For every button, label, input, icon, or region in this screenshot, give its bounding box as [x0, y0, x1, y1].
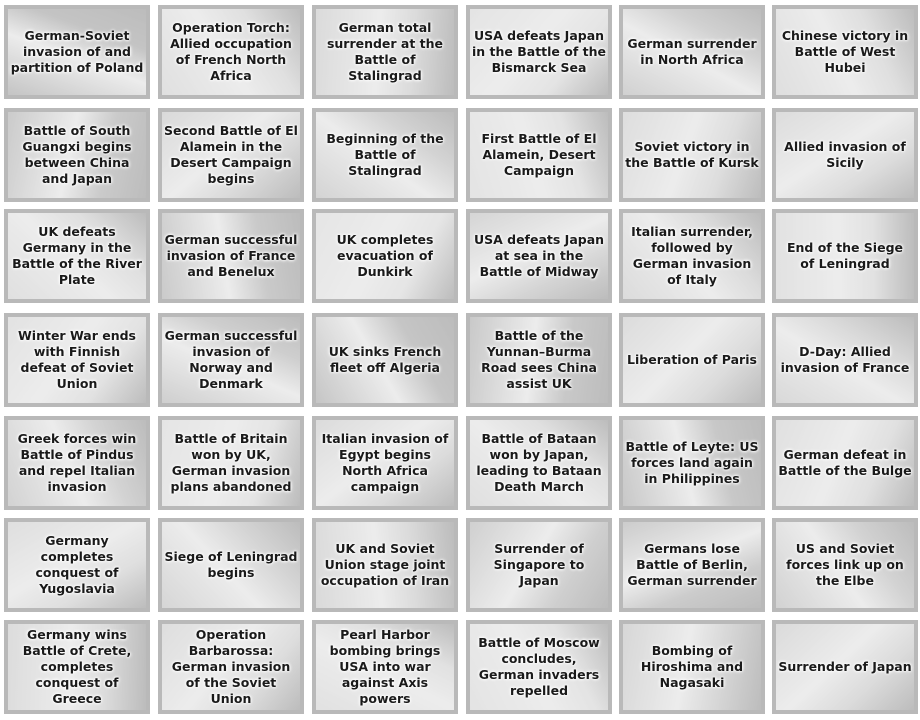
event-label: UK defeats Germany in the Battle of the River Plate	[12, 224, 142, 287]
event-card	[4, 416, 150, 510]
event-label: Surrender of Japan	[778, 659, 912, 674]
event-label: Second Battle of El Alamein in the Desert Campaign begins	[164, 123, 298, 186]
event-card	[619, 5, 765, 99]
event-label: German total surrender at the Battle of Stalingrad	[326, 20, 444, 83]
event-label: Italian surrender, followed by German invasion of Italy	[631, 224, 753, 287]
event-label: Chinese victory in Battle of West Hubei	[781, 28, 909, 75]
event-label: Battle of the Yunnan–Burma Road sees China assist UK	[481, 328, 597, 391]
event-label: German successful invasion of Norway and Denmark	[164, 328, 298, 391]
event-label: First Battle of El Alamein, Desert Campaign	[481, 131, 597, 178]
event-card	[312, 518, 458, 612]
event-card	[4, 5, 150, 99]
event-label: German surrender in North Africa	[627, 36, 757, 67]
event-label: Surrender of Singapore to Japan	[493, 541, 585, 588]
event-label: UK and Soviet Union stage joint occupation of Iran	[320, 541, 450, 588]
event-card	[312, 620, 458, 714]
event-label: Battle of Moscow concludes, German invaders repelled	[478, 635, 600, 698]
event-label: USA defeats Japan at sea in the Battle of Midway	[473, 232, 605, 279]
event-card	[466, 313, 612, 407]
event-label: UK sinks French fleet off Algeria	[328, 344, 442, 375]
event-card	[4, 209, 150, 303]
event-label: Operation Torch: Allied occupation of French North Africa	[170, 20, 292, 83]
event-card	[312, 313, 458, 407]
event-card	[466, 209, 612, 303]
event-label: Soviet victory in the Battle of Kursk	[625, 139, 759, 170]
event-card	[619, 108, 765, 202]
event-label: D-Day: Allied invasion of France	[780, 344, 910, 375]
event-card	[772, 518, 918, 612]
event-card	[466, 108, 612, 202]
event-card	[619, 518, 765, 612]
event-label: Allied invasion of Sicily	[784, 139, 906, 170]
event-card	[466, 620, 612, 714]
event-label: Liberation of Paris	[627, 352, 757, 367]
event-card	[312, 5, 458, 99]
event-card	[466, 5, 612, 99]
event-label: German defeat in Battle of the Bulge	[778, 447, 912, 478]
event-label: Battle of Bataan won by Japan, leading to Bataan Death March	[476, 431, 602, 494]
event-card	[312, 416, 458, 510]
event-label: Battle of Britain won by UK, German invasion plans abandoned	[170, 431, 292, 494]
event-card	[772, 108, 918, 202]
event-label: USA defeats Japan in the Battle of the Bismarck Sea	[472, 28, 606, 75]
event-label: Germany wins Battle of Crete, completes conquest of Greece	[22, 627, 132, 706]
event-card	[772, 5, 918, 99]
event-label: German successful invasion of France and Benelux	[164, 232, 298, 279]
event-card	[619, 209, 765, 303]
event-card	[772, 416, 918, 510]
event-card	[772, 313, 918, 407]
event-label: Italian invasion of Egypt begins North Africa campaign	[321, 431, 449, 494]
event-card	[312, 209, 458, 303]
event-card	[619, 313, 765, 407]
event-card	[158, 416, 304, 510]
event-card	[619, 620, 765, 714]
event-label: Bombing of Hiroshima and Nagasaki	[640, 643, 744, 690]
event-label: Siege of Leningrad begins	[164, 549, 298, 580]
event-card	[312, 108, 458, 202]
event-card	[4, 108, 150, 202]
event-label: German-Soviet invasion of and partition of Poland	[10, 28, 144, 75]
event-card	[466, 518, 612, 612]
event-label: US and Soviet forces link up on the Elbe	[786, 541, 904, 588]
event-label: Germany completes conquest of Yugoslavia	[35, 533, 119, 596]
event-card	[158, 108, 304, 202]
event-card	[158, 620, 304, 714]
event-label: Battle of Leyte: US forces land again in Philippines	[625, 439, 759, 486]
event-card	[466, 416, 612, 510]
event-card	[772, 620, 918, 714]
event-label: End of the Siege of Leningrad	[786, 240, 903, 271]
event-label: Germans lose Battle of Berlin, German surrender	[627, 541, 757, 588]
event-label: UK completes evacuation of Dunkirk	[336, 232, 434, 279]
event-card	[4, 620, 150, 714]
event-card	[772, 209, 918, 303]
event-card	[619, 416, 765, 510]
event-card	[158, 313, 304, 407]
event-card	[158, 518, 304, 612]
event-label: Operation Barbarossa: German invasion of the Soviet Union	[171, 627, 291, 706]
event-label: Battle of South Guangxi begins between China and Japan	[22, 123, 132, 186]
event-card	[158, 209, 304, 303]
event-card	[4, 313, 150, 407]
event-card	[158, 5, 304, 99]
event-label: Pearl Harbor bombing brings USA into war against Axis powers	[329, 627, 441, 706]
event-label: Greek forces win Battle of Pindus and repel Italian invasion	[17, 431, 137, 494]
event-card	[4, 518, 150, 612]
event-label: Beginning of the Battle of Stalingrad	[326, 131, 444, 178]
event-label: Winter War ends with Finnish defeat of Soviet Union	[18, 328, 136, 391]
